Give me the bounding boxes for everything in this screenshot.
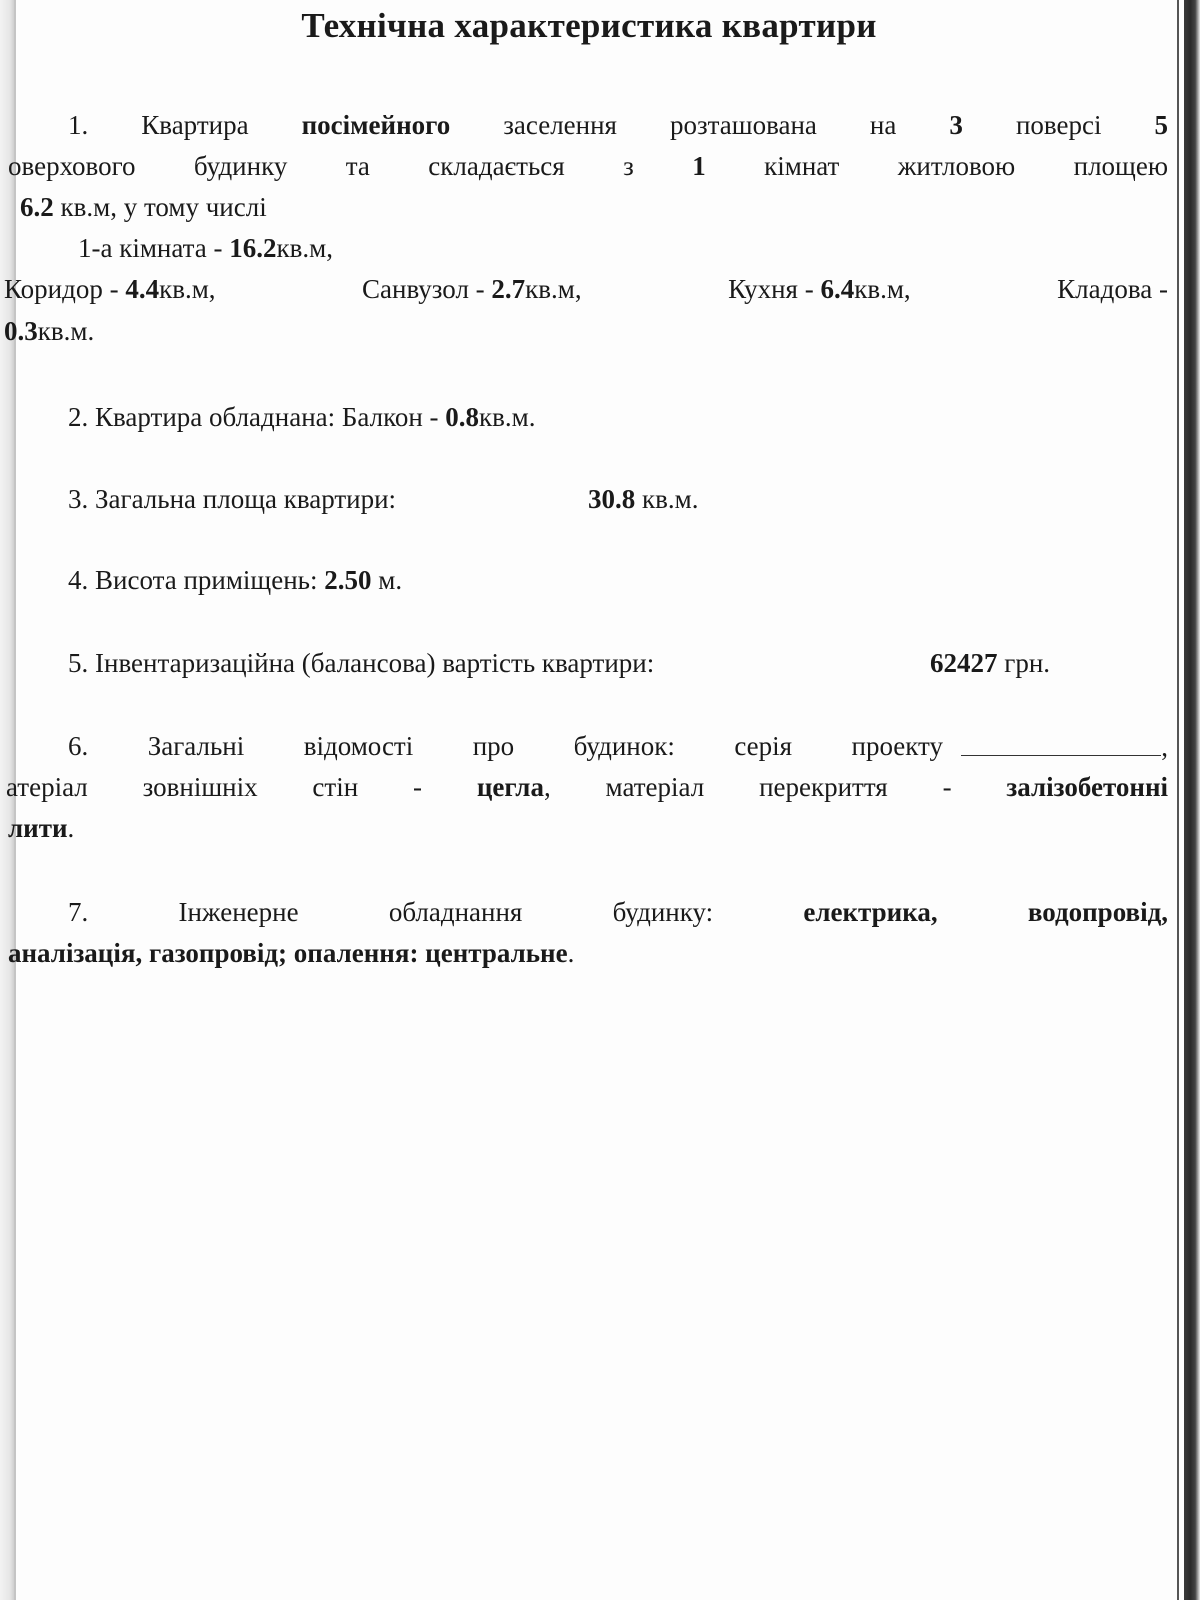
section-4-ceiling-height: 4. Висота приміщень: 2.50 м. <box>68 565 403 595</box>
section-3-total-area: 3. Загальна площа квартири: <box>68 484 397 514</box>
section-5-inventory-value: 5. Інвентаризаційна (балансова) вартість квартири: <box>68 648 655 678</box>
page-border-thick <box>1184 0 1200 1600</box>
corridor-area: Коридор - 4.4кв.м, <box>4 274 216 304</box>
section-6-line-1: 6. Загальні відомості про будинок: серія проекту , <box>68 731 1168 762</box>
kitchen-area: Кухня - 6.4кв.м, <box>728 274 911 304</box>
storage-label: Кладова - <box>1057 274 1168 304</box>
inventory-value-amount: 62427 грн. <box>930 648 1051 678</box>
room-areas-line <box>4 276 1168 303</box>
section-2-balcony: 2. Квартира обладнана: Балкон - 0.8кв.м. <box>68 402 536 432</box>
section-1-line-1: 1. Квартира посімейного заселення розташована на 3 поверсі 5 <box>68 110 1168 140</box>
project-series-blank: , <box>951 733 1168 761</box>
section-1-line-2: оверхового будинку та складається з 1 кімнат житловою площею <box>8 151 1169 181</box>
section-7-line-1: 7. Інженерне обладнання будинку: електрика, водопровід, <box>68 897 1169 927</box>
total-area-value: 30.8 кв.м. <box>588 484 699 514</box>
section-6-line-3: лити. <box>8 813 75 843</box>
section-1-line-3: 6.2 кв.м, у тому числі <box>20 192 267 222</box>
bathroom-area: Санвузол - 2.7кв.м, <box>362 274 582 304</box>
room-1-area: 1-а кімната - 16.2кв.м, <box>78 233 333 263</box>
section-7-line-2: аналізація, газопровід; опалення: центральне. <box>8 938 575 968</box>
section-6-line-2: атеріал зовнішніх стін - цегла, матеріал перекриття - залізобетонні <box>6 772 1168 802</box>
document-title: Технічна характеристика квартири <box>301 6 877 45</box>
storage-area: 0.3кв.м. <box>4 316 95 346</box>
